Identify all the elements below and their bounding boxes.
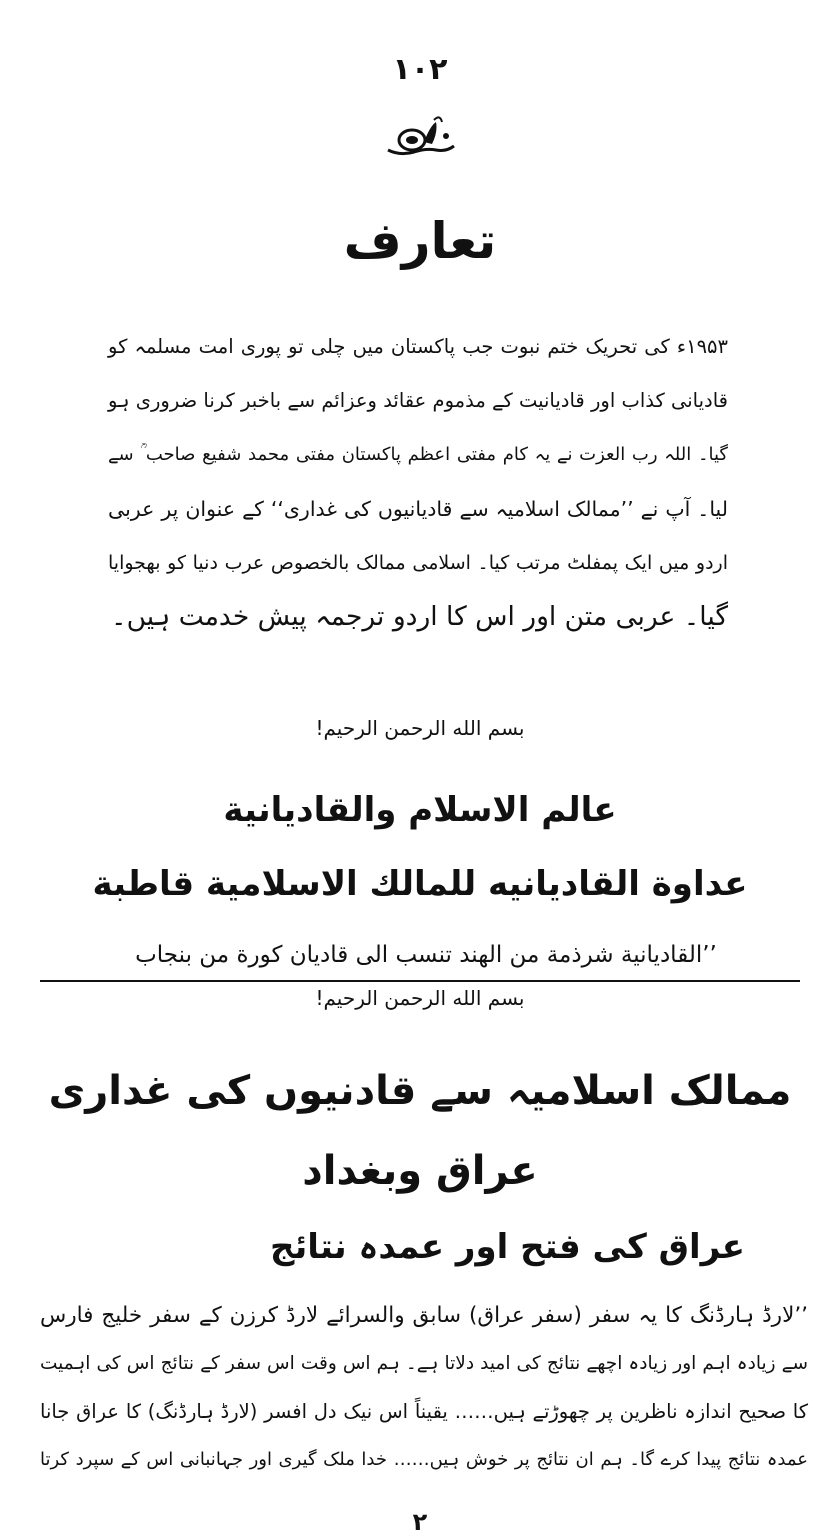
section-title: تعارف [343,212,497,270]
page-number: ۱۰۲ [392,52,448,87]
bismillah: بسم الله الرحمن الرحيم! [315,716,525,740]
arabic-subtitle: عداوة القاديانيه للمالك الاسلامية قاطبة [92,864,748,904]
intro-paragraph [108,320,728,644]
body-paragraph [40,1292,808,1484]
section-heading: عراق وبغداد [302,1148,538,1194]
body-line: عمدہ نتائج پیدا کرے گا۔ ہم ان نتائج پر خوش ہیں…… خدا ملک گیری اور جہانبانی اس کے سپرد کرتا [40,1449,808,1470]
body-line: ’’لارڈ ہارڈنگ کا یہ سفر (سفر عراق) سابق والسرائے لارڈ کرزن کے سفر خلیج فارس [40,1303,808,1328]
arabic-quote-line: ’’القاديانية شرذمة من الهند تنسب الى قاديان كورة من بنجاب [135,942,717,968]
body-line: سے زیادہ اہم اور زیادہ اچھے نتائج کی امید دلاتا ہے۔ ہم اس وقت اس سفر کے نتائج اس کی اہمیت [40,1353,808,1374]
intro-line: گیا۔ اللہ رب العزت نے یہ کام مفتی اعظم پاکستان مفتی محمد شفیع صاحب ؒ سے [108,444,728,465]
intro-line: لیا۔ آپ نے ’’ممالک اسلامیہ سے قادیانیوں کی غداری‘‘ کے عنوان پر عربی [108,497,728,521]
footer-page-number: ۲ [412,1508,428,1536]
intro-line: قادیانی کذاب اور قادیانیت کے مذموم عقائد وعزائم سے باخبر کرنا ضروری ہو [108,389,728,412]
intro-line: گیا۔ عربی متن اور اس کا اردو ترجمہ پیش خدمت ہیں۔ [111,601,728,632]
divider [40,980,800,982]
body-line: کا صحیح اندازہ ناظرین پر چھوڑتے ہیں…… یقیناً اس نیک دل افسر (لارڈ ہارڈنگ) کا عراق جانا [40,1400,808,1423]
bismillah: بسم الله الرحمن الرحيم! [315,986,525,1010]
arabic-title: عالم الاسلام والقاديانية [223,790,617,830]
intro-line: اردو میں ایک پمفلٹ مرتب کیا۔ اسلامی ممالک بالخصوص عرب دنیا کو بھجوایا [108,552,728,574]
floral-ornament-icon [380,112,460,162]
subheading: عراق کی فتح اور عمدہ نتائج [269,1227,745,1267]
intro-line: ۱۹۵۳ء کی تحریک ختم نبوت جب پاکستان میں چلی تو پوری امت مسلمہ کو [108,335,728,358]
chapter-heading: ممالک اسلامیہ سے قادنیوں کی غداری [48,1068,792,1114]
